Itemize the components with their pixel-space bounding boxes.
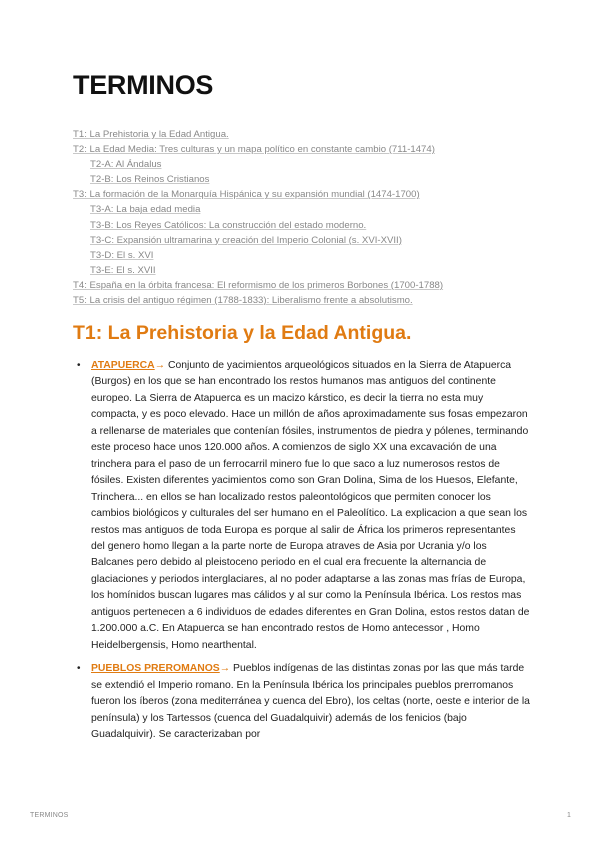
page-title: TERMINOS [73, 70, 214, 100]
list-item [77, 661, 532, 743]
toc-item-t1[interactable]: T1: La Prehistoria y la Edad Antigua. [73, 129, 229, 140]
section-content [77, 358, 532, 750]
arrow-icon: → [219, 663, 231, 675]
bullet-icon: • [77, 663, 81, 675]
arrow-icon: → [154, 360, 166, 371]
term-definition: Pueblos indígenas de las distintas zonas por las que más tarde se extendió el Imperio romano. En la Península Ibérica los principales pueblos prerromanos fueron los íberos (zona mediterránea y cuenca del Ebro), los celtas (norte, oeste e interior de la península) y los Tartessos (cuenca del Guadalquivir) además de los fenicios (bajo Guadalquivir). Se caracterizaban por [91, 663, 530, 740]
toc-item-t4[interactable]: T4: España en la órbita francesa: El reformismo de los primeros Borbones (1700-1788) [73, 279, 444, 291]
toc-item-t3e[interactable]: T3-E: El s. XVII [90, 264, 156, 276]
table-of-contents [73, 127, 563, 308]
toc-item-t2b[interactable]: T2-B: Los Reinos Cristianos [90, 174, 210, 186]
term-definition: Conjunto de yacimientos arqueológicos situados en la Sierra de Atapuerca (Burgos) en los que se han encontrado los restos humanos mas antiguos del continente europeo. La Sierra de Atapuerca es un macizo kárstico, es decir la tierra no esta muy compacta, y es poco elevado. Hace un millón de años aproximadamente sus fosas empezaron a rellenarse de materiales que contenían fósiles, instrumentos de piedra y pólenes, terminando este proceso hace unos 120.000 años. A comienzos de siglo XX una excavación de una trinchera para el paso de un ferrocarril minero fue lo que saco a luz numerosos restos de fósiles. Existen diferentes yacimientos como son Gran Dolina, Sima de los Huesos, Elefante, Trinchera... en ellos se han localizado restos paleontológicos que permiten conocer los cambios biológicos y culturales del ser humano en el Paleolítico. La explicacion a que sean los restos mas antiguos de toda Europa es porque al salir de África los primeros representantes del genero homo llegan a la parte norte de Europa atraves de Asia por Ucrania y/o los Balcanes pero debido al pleistoceno periodo en el cual era frecuente la alternancia de glaciaciones y periodos interglaciares, al no poder adaptarse a las zonas mas frías de Europa, los homínidos buscan lugares mas cálidos y al sur como la Península Ibérica. Los restos mas antiguos pertenecen a 6 individuos de edades diferentes en Gran Dolina, estos restos datan de 1.200.000 a.C. En Atapuerca se han encontrado restos de Homo antecessor , Homo Heidelbergensis, Homo nearthental. [91, 360, 530, 651]
toc-item-t2a[interactable]: T2-A: Al Ándalus [90, 159, 162, 171]
list-item [77, 358, 532, 654]
bullet-icon: • [77, 360, 81, 371]
toc-item-t3b[interactable]: T3-B: Los Reyes Católicos: La construcción del estado moderno. [90, 219, 367, 231]
section-heading: T1: La Prehistoria y la Edad Antigua. [73, 322, 412, 344]
toc-item-t5[interactable]: T5: La crisis del antiguo régimen (1788-1833): Liberalismo frente a absolutismo. [73, 295, 413, 307]
toc-item-t3c[interactable]: T3-C: Expansión ultramarina y creación del Imperio Colonial (s. XVI-XVII) [90, 234, 402, 246]
page-number: 1 [567, 812, 571, 819]
toc-item-t3[interactable]: T3: La formación de la Monarquía Hispánica y su expansión mundial (1474-1700) [73, 189, 420, 201]
toc-item-t2[interactable]: T2: La Edad Media: Tres culturas y un mapa político en constante cambio (711-1474) [73, 144, 435, 156]
footer-title: TERMINOS [30, 812, 69, 819]
toc-item-t3d[interactable]: T3-D: El s. XVI [90, 249, 154, 261]
term-link[interactable]: PUEBLOS PREROMANOS [91, 663, 220, 675]
term-link[interactable]: ATAPUERCA [91, 360, 155, 371]
toc-item-t3a[interactable]: T3-A: La baja edad media [90, 204, 201, 216]
